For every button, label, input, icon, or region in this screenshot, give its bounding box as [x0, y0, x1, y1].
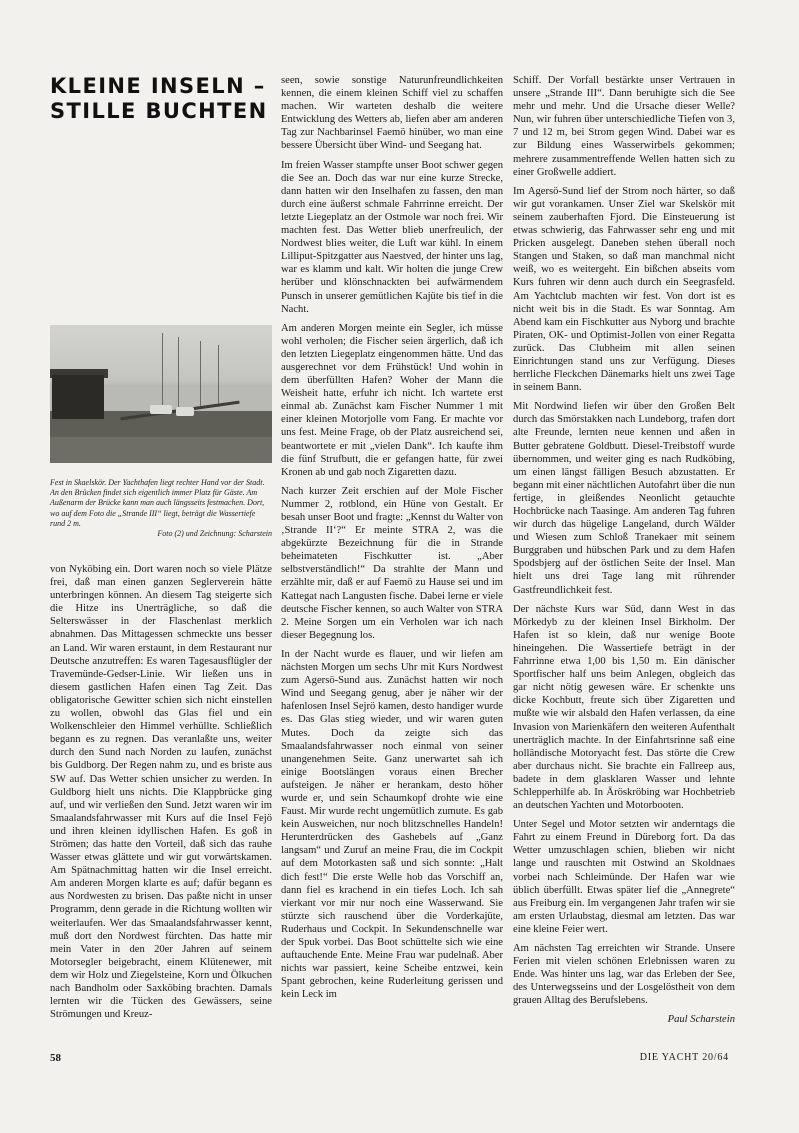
author-signature: Paul Scharstein — [667, 1014, 735, 1026]
harbor-photo — [50, 325, 272, 463]
paragraph: Am anderen Morgen meinte ein Segler, ich müsse wohl verholen; die Fischer seien ärgerlich, daß ich den letzten Liegeplatz eingenommen hätte. Und das ausgerechnet vor dem Frühstück! Und wohin in dem überfüllten Hafen? Woher der Mann die Weisheit hatte, erfuhr ich nicht. Ich wartete erst einmal ab. Zunächst kam Fischer Nummer 1 mit einer kleinen Motorjolle vom Fang. Er machte vor uns fest. Meine Frage, ob der Platz ausreichend sei, beantwortete er mit „vielen Dank“. Ich kaufte ihm die fünf Strufbutt, die er gefangen hatte, für zwei Kronen ab und gab noch Zigaretten dazu. — [281, 322, 503, 478]
paragraph: Im Agersö-Sund lief der Strom noch härter, so daß wir gut vorankamen. Unser Ziel war Skelskör mit seinem zauberhaften Fjord. Die Einsteuerung ist etwas schwierig, das Fahrwasser sehr eng und mit Pricken ausgelegt. Daneben stehen überall noch Stangen und Staken, so daß man manchmal nicht weiß, wo es weitergeht. Ein bißchen abseits vom Kurs fuhren wir denn auch durch ein Seegrasfeld. Am Yachtclub machten wir fest. Von dort ist es nicht weit bis in die Stadt. Es war Sonntag. Am Abend kam ein Fischkutter aus Nyborg und brachte Piraten, OK- und Optimist-Jollen von einer Regatta zurück. Das Clubheim mit allen seinen Einrichtungen stand uns zur Verfügung. Dieses herrliche Fleckchen Dänemarks hielt uns zwei Tage in seinem Bann. — [513, 185, 735, 394]
photo-mast — [218, 345, 219, 407]
paragraph: Schiff. Der Vorfall bestärkte unser Vertrauen in unsere „Strande III“. Dann beruhigte sich die See mehr und mehr. Und die Ursache dieser Welle? Nun, wir fuhren über unterschiedliche Tiefen von 3, 7 und 12 m, bei Strom gegen Wind. Dabei war es zur Bildung eines Wasserwirbels gekommen; mehrere zusammentreffende Wellen hatten sich zu einer Großwelle addiert. — [513, 75, 735, 178]
page-number: 58 — [50, 1052, 61, 1064]
photo-mast — [178, 337, 179, 409]
photo-caption — [50, 478, 272, 539]
caption-text: Fest in Skaelskör. Der Yachthafen liegt rechter Hand vor der Stadt. An den Brücken findet sich eigentlich immer Platz für Gäste. Am Außenarm der Brücke kann man auch längsseits festmachen. Dort, wo auf dem Foto die „Strande III“ liegt, beträgt die Wassertiefe rund 2 m. — [50, 478, 265, 528]
paragraph: Im freien Wasser stampfte unser Boot schwer gegen die See an. Doch das war nur eine kurze Strecke, dann hatten wir den Inselhafen zu fassen, den man durch eine äußerst schmale Fahrrinne erreicht. Der letzte Liegeplatz an der Ostmole war noch frei. Wir machten fest. Das Wetter blieb unerfreulich, der Nordwest blies weiter, die Luft war kühl. In einem Lilliput-Spitzgatter aus Naestved, der hinter uns lag, war es klamm und kalt. Wir holten die junge Crew herüber und klönschnackten bei aufwärmendem Punsch in unserer gemütlichen Kajüte bis tief in die Nacht. — [281, 159, 503, 315]
photo-mast — [200, 341, 201, 407]
paragraph: Nach kurzer Zeit erschien auf der Mole Fischer Nummer 2, rotblond, ein Hüne von Gestalt. Er besah unser Boot und fragte: „Kennst du Walter von ‚Strande II‘?“ Er meinte STRA 2, was die abgekürzte Bezeichnung für die in Strande beheimateten Fischkutter ist. „Aber selbstverständlich!“ Da strahlte der Mann und erzählte mir, daß er auf Faemö zu Hause sei und im Kattegat nach Langusten fische. Dabei lerne er viele deutsche Fischer kennen, so auch Walter von STRA 2. Meine Sorgen um ein Verholen war ich nach dieser Begegnung los. — [281, 485, 503, 641]
photo-car — [150, 405, 172, 414]
paragraph: Der nächste Kurs war Süd, dann West in das Mörkedyb zu der kleinen Insel Birkholm. Der Hafen ist so klein, daß nur wenige Boote hineingehen. Die Wassertiefe beträgt in der Fahrrinne etwa 1,00 bis 1,50 m. Ein dänischer Sportfischer half uns beim Anlegen, obgleich das gar nicht nötig gewesen wäre. Er schenkte uns dicke Kochbutt, freute sich über Zigaretten und mußte wie wir alsbald den Hafen verlassen, da eine Invasion von Marienkäfern den weiteren Aufenthalt unerträglich machte. In der Einfahrtsrinne saß eine holländische Motoryacht fest. Das störte die Crew aber durchaus nicht. Sie brachte ein Fallreep aus, badete in dem glasklaren Wasser und lehnte Schlepperhilfe ab. In Äröskröbing war Hochbetrieb an deutschen Yachten und Motorbooten. — [513, 603, 735, 812]
paragraph: Mit Nordwind liefen wir über den Großen Belt durch das Smörstakken nach Lundeborg, trafen dort alte Freunde, lernten neue kennen und aßen in Butter gebratene Goldbutt. Diesel-Treibstoff wurde übernommen, und weiter ging es nach Rudköbing, um einen längst fälligen Besuch abzustatten. Er begann mit einer nächtlichen Autofahrt über die nun fertige, in gleißendes Neonlicht getauchte Hochbrücke nach Taasinge. Am anderen Tag fuhren wir durch das hügelige Langeland, durch Wälder und Wiesen zum Schloß Tranekaer mit seinem Burggraben und hübschen Park und zu dem Hafen Spodsbjerg auf der östlichen Seite der Insel. Man hielt uns drei Tage lang mit rührender Gastfreundlichkeit fest. — [513, 401, 735, 596]
magazine-issue: DIE YACHT 20/64 — [639, 1052, 729, 1063]
article-column-3 — [513, 74, 735, 1058]
paragraph: In der Nacht wurde es flauer, und wir liefen am nächsten Morgen um sechs Uhr mit Kurs Nordwest zum Agersö-Sund aus. Zunächst hatten wir noch Wind und Seegang genug, aber je näher wir der hafenlosen Insel Sejrö kamen, desto handiger wurde es. Das Glas stieg wieder, und wir waren guten Mutes. Doch da zeigte sich das Smaalandsfahrwasser noch einmal von seiner unangenehmen Seite. Ganz unerwartet sah ich einige Bootslängen voraus einen Brecher aufsteigen. Je näher er herankam, desto höher wurde er, und sein Schaumkopf drohte wie eine Faust. Mir wurde recht ungemütlich zumute. Es gab kein Ausweichen, nur noch blitzschnelles Handeln! Herunterdrücken des Gashebels auf „Ganz langsam“ und Zuruf an meine Frau, die im Cockpit auf dem Motorkasten saß und sich sonnte: „Halt dich fest!“ Die erste Welle hob das Vorschiff an, dann fiel es krachend in ein tiefes Loch. Ich sah vierkant vor mir nur noch eine Wasserwand. Sie stürzte sich rauschend über die Vorderkajüte, Ruderhaus und Cockpit. In Sekundenschnelle war der Spuk vorbei. Das Boot schüttelte sich wie eine auftauchende Ente. Meine Frau war pudelnaß. Aber nichts war passiert, keine Scheibe entzwei, kein Spant gebrochen, keine Ruderleitung gerissen und kein Leck im — [281, 648, 503, 1001]
paragraph: seen, sowie sonstige Naturunfreundlichkeiten kennen, die einem kleinen Schiff viel zu schaffen machen. Wir warteten deshalb die weitere Entwicklung des Wetters ab, liefen aber am anderen Tag zur Nachbarinsel Faemö hinüber, wo man eine bessere Übersicht über Wind- und Seegang hat. — [281, 75, 503, 152]
photo-mast — [162, 333, 163, 409]
photo-field — [50, 437, 272, 463]
photo-clubhouse — [52, 375, 104, 419]
paragraph: Am nächsten Tag erreichten wir Strande. Unsere Ferien mit vielen schönen Erlebnissen waren zu Ende. Was hinter uns lag, war das Erleben der See, des Unterwegsseins und der Losgelöstheit von dem grauen Alltag des Berufslebens. — [513, 943, 735, 1007]
paragraph: Unter Segel und Motor setzten wir anderntags die Fahrt zu einem Freund in Düreborg fort. Da das Wetter umzuschlagen schien, blieben wir nicht lange und rauschten mit Ostwind an Skoldnaes vorbei nach Schleimünde. Der Hafen war wie üblich überfüllt. Etwas später lief die „Annegrete“ aus Freiburg ein. Im vergangenen Jahr trafen wir sie am ersten Urlaubstag, diesmal am letzten. Das war eine kleine Feier wert. — [513, 819, 735, 935]
photo-car — [176, 407, 194, 416]
article-title: KLEINE INSELN – STILLE BUCHTEN — [50, 74, 268, 123]
paragraph: von Nyköbing ein. Dort waren noch so viele Plätze frei, daß man einen ganzen Seglerverein hätte unterbringen können. An diesem Tag steigerte sich die Hitze ins Unerträgliche, so daß die Selterswässer in der Flaschenlast merklich abnahmen. Das Mittagessen schmeckte uns besser an Land. Wir waren erstaunt, in dem Restaurant nur Deutsche anzutreffen: Es waren Tagesausflügler der Travemünde-Gedser-Linie. Wir ließen uns in diesem gastlichen Hafen einen Tag Zeit. Das obligatorische Gewitter schien sich nicht einstellen zu wollen, obwohl das Glas fiel und ein Wolkenschleier den Himmel verhüllte. Schließlich begann es zu regnen. Das veranlaßte uns, weiter durch den Sund nach Norden zu laufen, zunächst bis Guldborg. Der Regen nahm zu, und es briste aus SW auf. Das Wetter schien unsicher zu werden. In Guldborg hielt uns nichts. Die Klappbrücke ging auf, und wir verließen den Sund. Jetzt waren wir im Smaalandsfahrwasser mit Kurs auf die Insel Fejö und ihren kleinen idyllischen Hafen. Es goß in Strömen; das hatte den Vorteil, daß sich das rauhe Wasser etwas glättete und wir gut vorwärtskamen. Am Spätnachmittag hatten wir die Insel erreicht. Am anderen Morgen klarte es auf; dafür begann es aus Nordwesten zu brisen. Das paßte nicht in unser Programm, denn gerade in die Richtung wollten wir weiterlaufen. Wer das Smaalandsfahrwasser kennt, muß dort den Nordwest fürchten. Das hatte mir mein Vater in den 20er Jahren auf seinem Motorsegler beigebracht, einem Klütenewer, mit dem wir Holz und Ziegelsteine, Korn und Ölkuchen nach Bandholm oder Saxköbing brachten. Damals lernten wir die Tücken des Gewässers, seine Strömungen und Kreuz- — [50, 564, 272, 1021]
photo-credit: Foto (2) und Zeichnung: Scharstein — [157, 529, 272, 539]
article-column-2 — [281, 74, 503, 1062]
article-column-1 — [50, 563, 272, 1051]
